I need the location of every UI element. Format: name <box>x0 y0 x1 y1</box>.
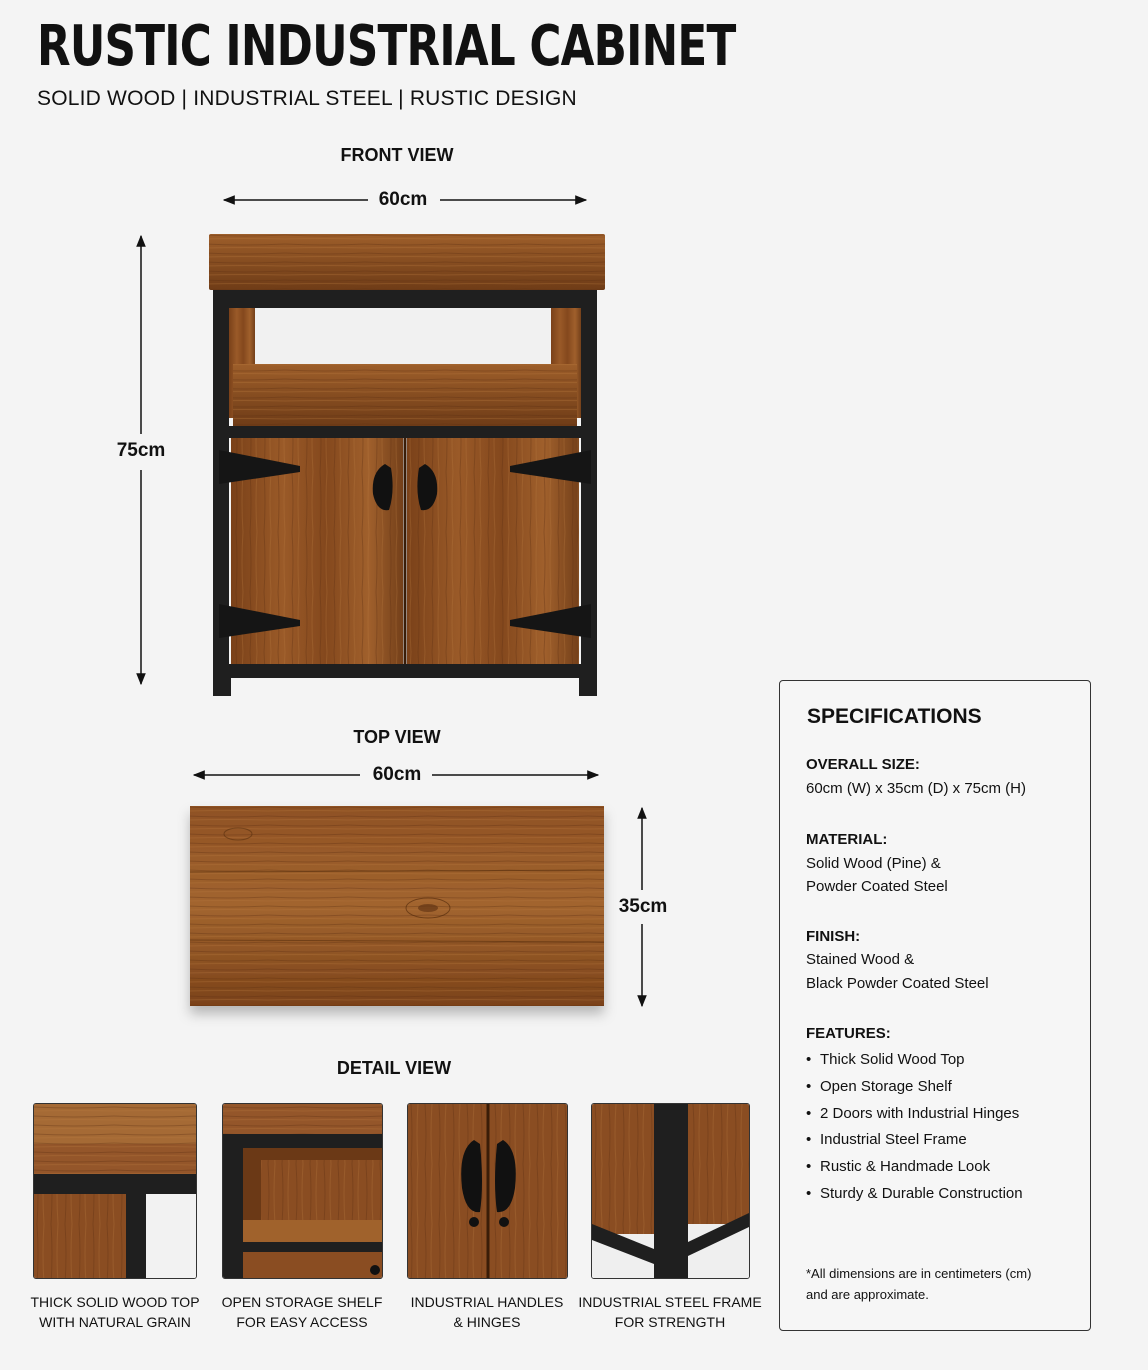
front-width-label: 60cm <box>378 189 428 210</box>
top-depth-label: 35cm <box>618 896 668 917</box>
dimensions-note-line-1: *All dimensions are in centimeters (cm) <box>806 1266 1032 1281</box>
feature-text: Open Storage Shelf <box>820 1078 952 1095</box>
detail-caption-3-line1: INDUSTRIAL HANDLES <box>410 1294 564 1310</box>
specifications-panel <box>779 680 1091 1331</box>
specifications-title: SPECIFICATIONS <box>807 705 982 728</box>
page-subtitle: SOLID WOOD | INDUSTRIAL STEEL | RUSTIC DESIGN <box>37 87 577 110</box>
top-width-label: 60cm <box>372 764 422 785</box>
page-title: RUSTIC INDUSTRIAL CABINET <box>37 14 736 79</box>
feature-item: • Rustic & Handmade Look <box>806 1158 991 1175</box>
detail-wood-top-image <box>33 1103 197 1279</box>
detail-caption-2 <box>209 1292 395 1332</box>
feature-text: Industrial Steel Frame <box>820 1131 967 1148</box>
features-heading: FEATURES: <box>806 1025 891 1042</box>
front-height-label: 75cm <box>116 440 166 461</box>
detail-caption-1-line1: THICK SOLID WOOD TOP <box>30 1294 200 1310</box>
finish-heading: FINISH: <box>806 928 861 945</box>
feature-item: • Thick Solid Wood Top <box>806 1051 965 1068</box>
feature-item: • Open Storage Shelf <box>806 1078 952 1095</box>
overall-size-heading: OVERALL SIZE: <box>806 756 920 773</box>
detail-caption-1-line2: WITH NATURAL GRAIN <box>39 1314 191 1330</box>
feature-text: Rustic & Handmade Look <box>820 1158 991 1175</box>
detail-caption-2-line2: FOR EASY ACCESS <box>236 1314 368 1330</box>
detail-caption-4-line2: FOR STRENGTH <box>614 1314 726 1330</box>
feature-text: Sturdy & Durable Construction <box>820 1185 1023 1202</box>
detail-caption-1 <box>22 1292 208 1332</box>
feature-item: • Industrial Steel Frame <box>806 1131 967 1148</box>
feature-text: Thick Solid Wood Top <box>820 1051 965 1068</box>
detail-caption-3-line2: & HINGES <box>453 1314 521 1330</box>
feature-item: • 2 Doors with Industrial Hinges <box>806 1105 1020 1122</box>
detail-steel-frame-image <box>591 1103 750 1279</box>
material-line-1: Solid Wood (Pine) & <box>806 855 941 872</box>
material-line-2: Powder Coated Steel <box>806 878 948 895</box>
detail-caption-3 <box>394 1292 580 1332</box>
dimensions-note-line-2: and are approximate. <box>806 1287 929 1302</box>
top-view-label: TOP VIEW <box>353 727 441 747</box>
cabinet-front-illustration <box>205 232 609 698</box>
finish-line-1: Stained Wood & <box>806 951 915 968</box>
detail-caption-2-line1: OPEN STORAGE SHELF <box>221 1294 383 1310</box>
front-view-label: FRONT VIEW <box>340 145 454 165</box>
detail-caption-4 <box>577 1292 763 1332</box>
dimensions-note <box>806 1263 1031 1305</box>
detail-caption-4-line1: INDUSTRIAL STEEL FRAME <box>578 1294 762 1310</box>
detail-open-shelf-image <box>222 1103 383 1279</box>
detail-handles-image <box>407 1103 568 1279</box>
feature-item: • Sturdy & Durable Construction <box>806 1185 1023 1202</box>
feature-text: 2 Doors with Industrial Hinges <box>820 1105 1020 1122</box>
overall-size-value: 60cm (W) x 35cm (D) x 75cm (H) <box>806 780 1027 797</box>
material-heading: MATERIAL: <box>806 831 888 848</box>
finish-line-2: Black Powder Coated Steel <box>806 975 989 992</box>
detail-view-label: DETAIL VIEW <box>336 1058 452 1078</box>
cabinet-top-illustration <box>188 804 608 1024</box>
